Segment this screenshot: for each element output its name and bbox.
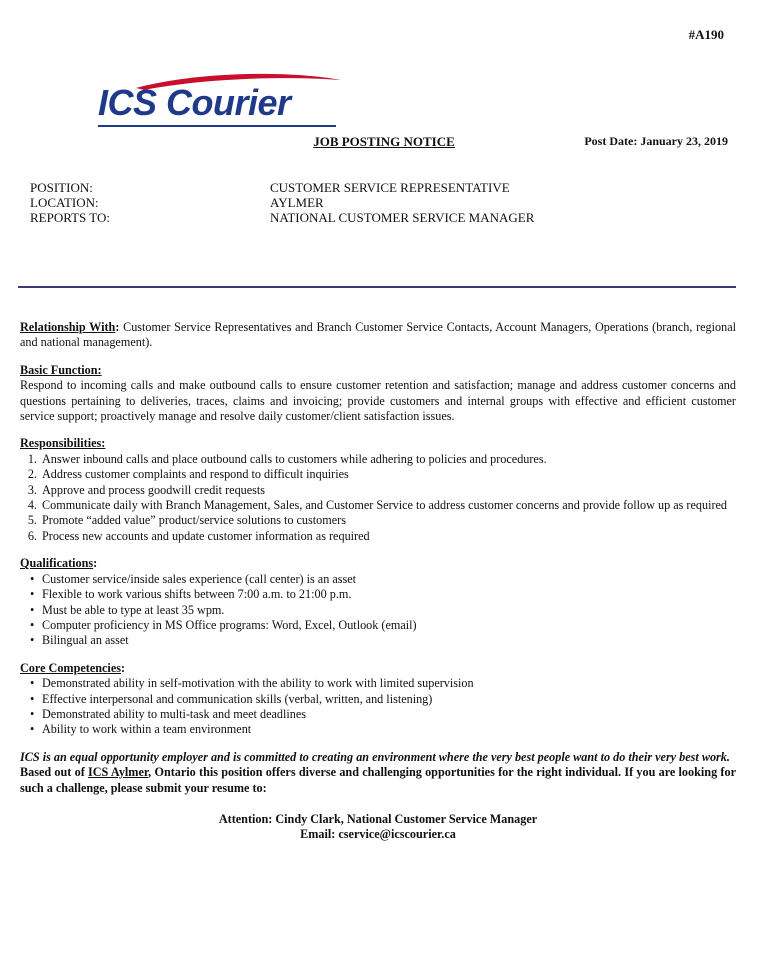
based-out-statement	[20, 765, 736, 796]
header-divider	[18, 286, 736, 288]
basic-function-section: Basic Function: Respond to incoming calls and make outbound calls to ensure customer retention and satisfaction; manage and address customer concerns and questions pertaining to deliveries, traces, claims and invoicing; provide customers and internal groups with effective and efficient customer service support; proactively manage and resolve daily customer/client satisfaction issues.	[20, 362, 736, 424]
qualifications-list	[20, 572, 736, 649]
qualifications-section: Qualifications: • Customer service/inside sales experience (call center) is an asset • Flexible to work various shifts between 7:00 a.m. to 21:00 p.m. • Must be able to type at least 35 wpm. • Computer proficiency in MS Office programs: Word, Excel, Outlook (email) • Bilingual an asset	[20, 556, 736, 648]
posting-body	[20, 320, 736, 843]
list-item: • Must be able to type at least 35 wpm.	[42, 603, 736, 618]
relationship-text: Customer Service Representatives and Branch Customer Service Contacts, Account Managers, Operations (branch, regional and national management).	[20, 320, 736, 350]
location-value: AYLMER	[270, 195, 324, 210]
position-label: POSITION:	[30, 180, 93, 195]
responsibilities-heading: Responsibilities	[20, 436, 102, 451]
location-link: ICS Aylmer	[88, 765, 149, 780]
based-out-suffix: , Ontario this position offers diverse and challenging opportunities for the right individual. If you are looking for such a challenge, please submit your resume to:	[20, 765, 736, 795]
core-competencies-section: Core Competencies: • Demonstrated ability in self-motivation with the ability to work with limited supervision • Effective interpersonal and communication skills (verbal, written, and listening) • Demonstrated ability to multi-task and meet deadlines • Ability to work within a team environment	[20, 661, 736, 738]
list-item: • Customer service/inside sales experience (call center) is an asset	[42, 572, 736, 587]
position-row	[30, 180, 534, 195]
relationship-heading: Relationship With	[20, 320, 116, 334]
list-item: • Flexible to work various shifts between 7:00 a.m. to 21:00 p.m.	[42, 587, 736, 602]
list-item: • Effective interpersonal and communication skills (verbal, written, and listening)	[42, 692, 736, 707]
equal-opportunity-statement: ICS is an equal opportunity employer and is committed to creating an environment where the very best people want to do their very best work.	[20, 749, 730, 764]
location-label: LOCATION:	[30, 195, 99, 210]
basic-function-heading: Basic Function	[20, 362, 98, 377]
reports-to-row	[30, 210, 534, 225]
ics-courier-logo	[96, 70, 346, 130]
list-item: 6. Process new accounts and update customer information as required	[40, 529, 736, 544]
post-date: Post Date: January 23, 2019	[584, 134, 728, 148]
list-item: • Demonstrated ability to multi-task and meet deadlines	[42, 707, 736, 722]
reports-to-value: NATIONAL CUSTOMER SERVICE MANAGER	[270, 210, 535, 225]
list-item: 1. Answer inbound calls and place outbound calls to customers while adhering to policies and procedures.	[40, 452, 736, 467]
posting-reference-number: #A190	[688, 27, 724, 42]
position-info	[30, 180, 534, 225]
list-item: 3. Approve and process goodwill credit requests	[40, 483, 736, 498]
relationship-section: Relationship With: Customer Service Representatives and Branch Customer Service Contacts, Account Managers, Operations (branch, regional and national management).	[20, 320, 736, 350]
list-item: • Bilingual an asset	[42, 633, 736, 648]
responsibilities-section: Responsibilities: 1. Answer inbound calls and place outbound calls to customers while adhering to policies and procedures. 2. Address customer complaints and respond to difficult inquiries 3. Approve and process goodwill credit requests 4. Communicate daily with Branch Management, Sales, and Customer Service to address customer concerns and provide follow up as required 5. Promote “added value” product/service solutions to customers 6. Process new accounts and update customer information as required	[20, 436, 736, 544]
reports-to-label: REPORTS TO:	[30, 210, 111, 225]
basic-function-text: Respond to incoming calls and make outbound calls to ensure customer retention and satisfaction; manage and address customer concerns and questions pertaining to deliveries, traces, claims and invoicing; provide customers and internal groups with effective and efficient customer service support; proactively manage and resolve daily customer/client satisfaction issues.	[20, 378, 736, 424]
list-item: • Demonstrated ability in self-motivation with the ability to work with limited supervision	[42, 676, 736, 691]
position-value: CUSTOMER SERVICE REPRESENTATIVE	[270, 180, 510, 195]
attention-line: Attention: Cindy Clark, National Customer Service Manager	[218, 811, 538, 826]
responsibilities-list	[20, 452, 736, 544]
list-item: • Ability to work within a team environment	[42, 722, 736, 737]
list-item: 2. Address customer complaints and respond to difficult inquiries	[40, 467, 736, 482]
list-item: 4. Communicate daily with Branch Management, Sales, and Customer Service to address customer concerns and provide follow up as required	[40, 498, 736, 513]
based-out-prefix: Based out of	[20, 765, 89, 780]
list-item: 5. Promote “added value” product/service solutions to customers	[40, 513, 736, 528]
email-line: Email: cservice@icscourier.ca	[300, 827, 456, 842]
core-competencies-heading: Core Competencies	[20, 660, 121, 675]
qualifications-heading: Qualifications	[20, 556, 94, 571]
notice-title-text: JOB POSTING NOTICE	[313, 134, 455, 149]
contact-block	[20, 812, 736, 843]
location-row	[30, 195, 534, 210]
core-competencies-list	[20, 676, 736, 738]
logo-wordmark: ICS Courier	[98, 82, 291, 123]
list-item: • Computer proficiency in MS Office programs: Word, Excel, Outlook (email)	[42, 618, 736, 633]
